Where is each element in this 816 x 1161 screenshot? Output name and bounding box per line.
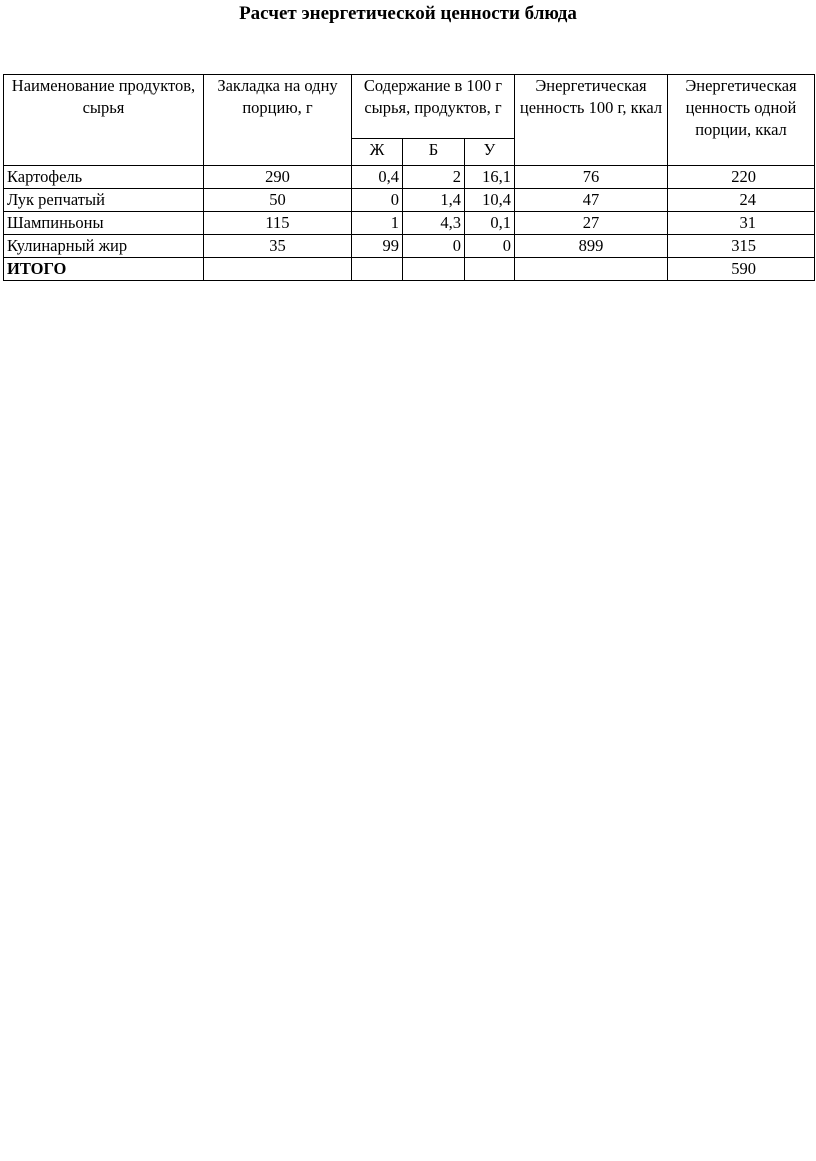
portion-value: 35	[204, 235, 352, 258]
fat-value: 99	[352, 235, 403, 258]
energy-100g-value: 47	[515, 189, 668, 212]
header-portion: Закладка на одну порцию, г	[204, 75, 352, 166]
table-row	[4, 212, 815, 235]
header-energy-100g: Энергетическая ценность 100 г, ккал	[515, 75, 668, 166]
header-energy-portion: Энергетическая ценность одной порции, ккал	[668, 75, 815, 166]
empty-cell	[515, 258, 668, 281]
portion-value: 50	[204, 189, 352, 212]
portion-value: 290	[204, 166, 352, 189]
carbs-value: 0,1	[465, 212, 515, 235]
protein-value: 0	[403, 235, 465, 258]
energy-portion-value: 31	[668, 212, 815, 235]
empty-cell	[352, 258, 403, 281]
header-name: Наименование продуктов, сырья	[4, 75, 204, 166]
header-content: Содержание в 100 г сырья, продуктов, г	[352, 75, 515, 139]
empty-cell	[465, 258, 515, 281]
protein-value: 4,3	[403, 212, 465, 235]
page-title: Расчет энергетической ценности блюда	[239, 3, 577, 24]
table-row	[4, 235, 815, 258]
header-protein: Б	[403, 139, 465, 166]
energy-100g-value: 899	[515, 235, 668, 258]
energy-100g-value: 76	[515, 166, 668, 189]
total-label: ИТОГО	[4, 258, 204, 281]
header-fat: Ж	[352, 139, 403, 166]
product-name: Кулинарный жир	[4, 235, 204, 258]
product-name: Лук репчатый	[4, 189, 204, 212]
empty-cell	[204, 258, 352, 281]
total-row	[4, 258, 815, 281]
table-header-row	[4, 75, 815, 139]
table-row	[4, 189, 815, 212]
energy-portion-value: 315	[668, 235, 815, 258]
fat-value: 0	[352, 189, 403, 212]
table-row	[4, 166, 815, 189]
energy-portion-value: 220	[668, 166, 815, 189]
carbs-value: 16,1	[465, 166, 515, 189]
protein-value: 2	[403, 166, 465, 189]
energy-100g-value: 27	[515, 212, 668, 235]
fat-value: 0,4	[352, 166, 403, 189]
protein-value: 1,4	[403, 189, 465, 212]
portion-value: 115	[204, 212, 352, 235]
carbs-value: 10,4	[465, 189, 515, 212]
header-carbs: У	[465, 139, 515, 166]
product-name: Шампиньоны	[4, 212, 204, 235]
total-energy-value: 590	[668, 258, 815, 281]
energy-portion-value: 24	[668, 189, 815, 212]
energy-value-table	[3, 74, 815, 281]
fat-value: 1	[352, 212, 403, 235]
product-name: Картофель	[4, 166, 204, 189]
carbs-value: 0	[465, 235, 515, 258]
empty-cell	[403, 258, 465, 281]
